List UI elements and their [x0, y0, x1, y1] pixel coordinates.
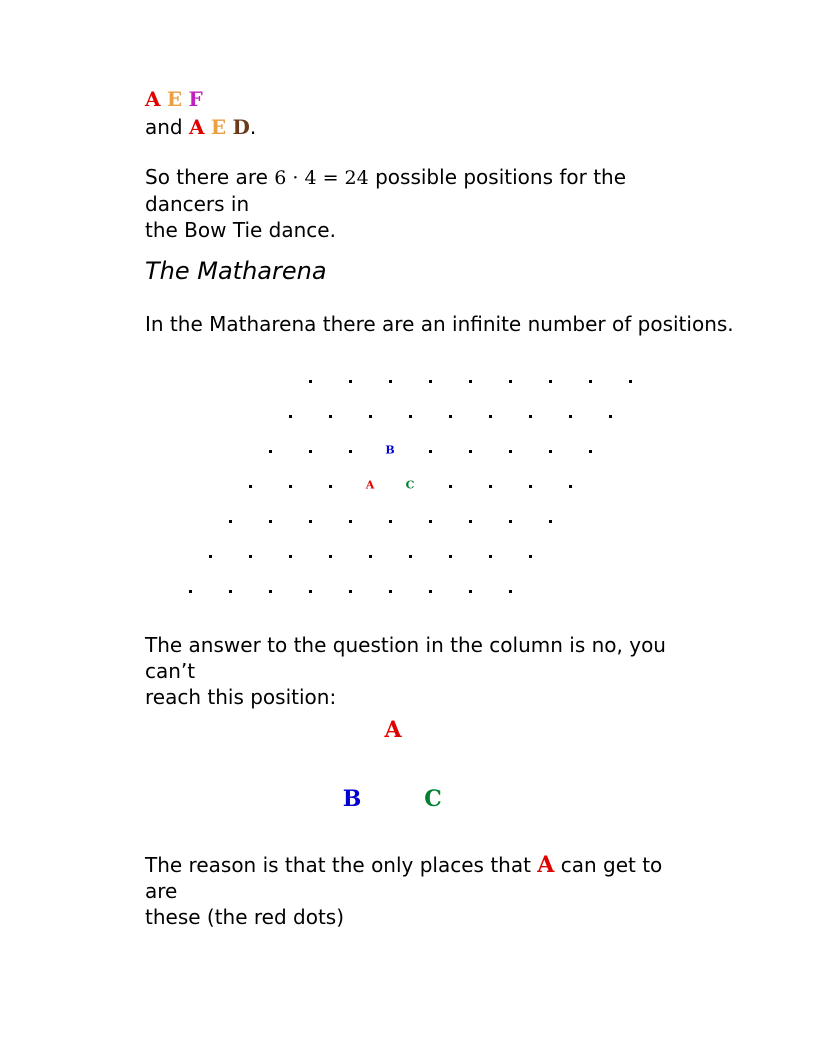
grid-dot — [489, 555, 492, 558]
letter-e: E — [166, 87, 183, 111]
grid-dot — [469, 450, 472, 453]
text-run: can get to are — [145, 853, 663, 903]
grid-dot — [529, 485, 532, 488]
grid-dot — [249, 555, 252, 558]
grid-dot — [289, 555, 292, 558]
grid-dot — [349, 450, 352, 453]
letter-a: A — [189, 115, 205, 139]
paragraph-line: the Bow Tie dance. — [145, 218, 336, 242]
grid-dot — [389, 590, 392, 593]
grid-dot — [609, 415, 612, 418]
grid-dot — [469, 590, 472, 593]
grid-dot — [329, 415, 332, 418]
grid-dot — [569, 485, 572, 488]
grid-dot — [429, 450, 432, 453]
grid-dot — [269, 450, 272, 453]
grid-dot — [449, 415, 452, 418]
grid-dot — [629, 380, 632, 383]
grid-dot — [429, 380, 432, 383]
grid-dot — [549, 380, 552, 383]
dancer-label-a: A — [365, 478, 375, 492]
text-run: possible positions for the dancers in — [145, 165, 627, 216]
position-c: C — [424, 786, 442, 812]
grid-dot — [249, 485, 252, 488]
paragraph-answer — [145, 632, 685, 710]
period: . — [249, 115, 257, 139]
paragraph-line: these (the red dots) — [145, 905, 345, 929]
grid-dot — [449, 555, 452, 558]
grid-dot — [349, 380, 352, 383]
paragraph-line: The answer to the question in the column is no, you can’t — [145, 633, 666, 683]
text-run: So there are — [145, 165, 275, 189]
grid-dot — [289, 485, 292, 488]
grid-dot — [329, 555, 332, 558]
grid-dot — [349, 590, 352, 593]
grid-dot — [189, 590, 192, 593]
grid-dot — [389, 520, 392, 523]
grid-dot — [489, 415, 492, 418]
grid-dot — [209, 555, 212, 558]
position-b: B — [342, 786, 362, 812]
grid-dot — [309, 590, 312, 593]
grid-dot — [369, 555, 372, 558]
grid-dot — [329, 485, 332, 488]
paragraph-line — [145, 164, 675, 217]
grid-dot — [349, 520, 352, 523]
letters-line-1 — [145, 86, 203, 112]
dancer-label-b: B — [385, 443, 395, 457]
grid-dot — [269, 590, 272, 593]
dancer-label-c: C — [405, 478, 415, 492]
math-expression: 6 · 4 = 24 — [274, 167, 369, 189]
grid-dot — [229, 590, 232, 593]
letters-line-2 — [145, 114, 256, 140]
grid-dot — [509, 520, 512, 523]
paragraph-line — [145, 852, 685, 904]
letter-f: F — [188, 87, 203, 111]
grid-dot — [469, 520, 472, 523]
grid-dot — [509, 590, 512, 593]
grid-dot — [409, 555, 412, 558]
grid-dot — [569, 415, 572, 418]
grid-dot — [589, 380, 592, 383]
position-a: A — [384, 717, 402, 743]
grid-dot — [309, 380, 312, 383]
grid-dot — [429, 590, 432, 593]
paragraph-positions — [145, 164, 675, 243]
letter-d: D — [232, 115, 250, 139]
grid-dot — [529, 555, 532, 558]
grid-dot — [469, 380, 472, 383]
and-word: and — [145, 115, 183, 139]
grid-dot — [489, 485, 492, 488]
text-run: The reason is that the only places that — [145, 853, 538, 877]
letter-a: A — [145, 87, 161, 111]
letter-e: E — [210, 115, 227, 139]
grid-dot — [509, 380, 512, 383]
grid-dot — [429, 520, 432, 523]
paragraph-line: reach this position: — [145, 685, 337, 709]
grid-dot — [409, 415, 412, 418]
grid-dot — [309, 450, 312, 453]
grid-dot — [549, 520, 552, 523]
grid-dot — [509, 450, 512, 453]
grid-dot — [589, 450, 592, 453]
grid-dot — [549, 450, 552, 453]
paragraph-matharena: In the Matharena there are an infinite number of positions. — [145, 312, 734, 336]
letter-a: A — [537, 852, 555, 878]
grid-dot — [269, 520, 272, 523]
section-title: The Matharena — [145, 257, 327, 285]
grid-dot — [389, 380, 392, 383]
grid-dot — [289, 415, 292, 418]
paragraph-reason — [145, 852, 685, 930]
grid-dot — [449, 485, 452, 488]
grid-dot — [309, 520, 312, 523]
grid-dot — [369, 415, 372, 418]
grid-dot — [529, 415, 532, 418]
grid-dot — [229, 520, 232, 523]
